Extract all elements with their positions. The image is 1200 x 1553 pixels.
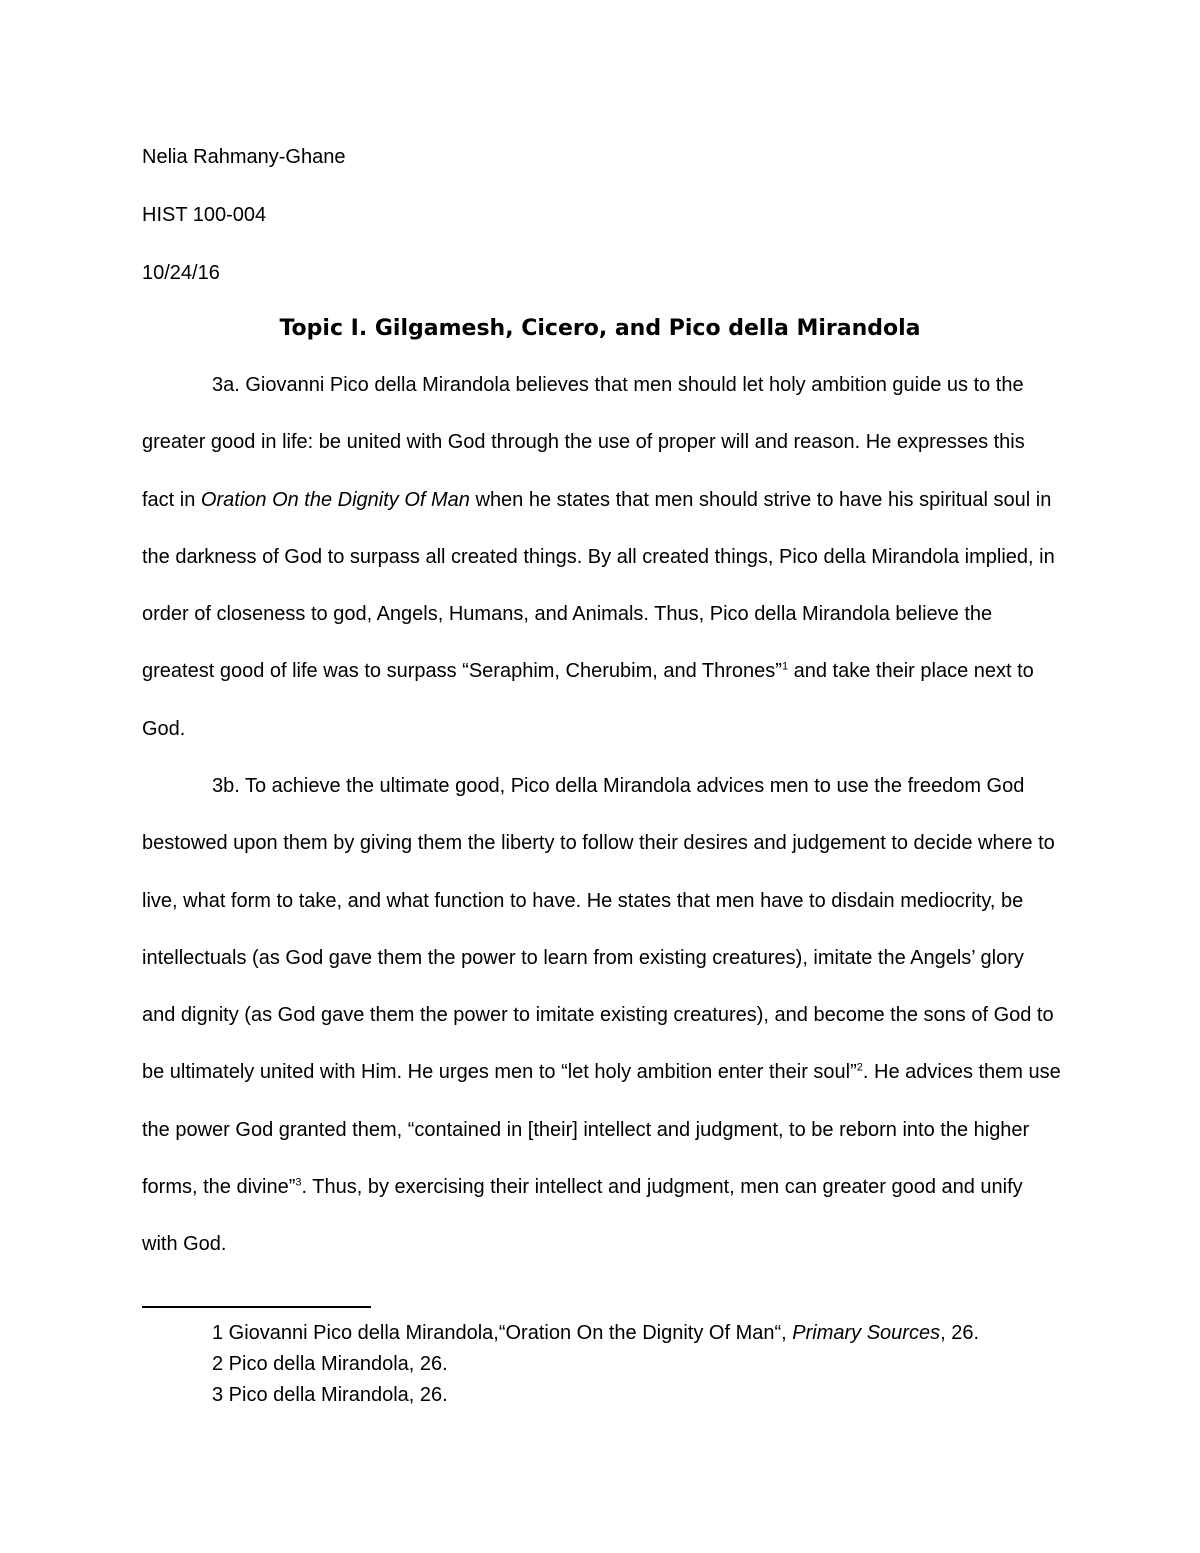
work-title-italic: Oration On the Dignity Of Man	[200, 488, 470, 511]
footnote-1	[212, 1321, 979, 1345]
footnote-ref-3[interactable]: 3	[295, 1176, 302, 1189]
footnote-ref-1[interactable]: 1	[781, 660, 789, 673]
footnote-3	[212, 1383, 448, 1407]
paragraph-3b-text-1: 3b. To achieve the ultimate good, Pico della Mirandola advices men to use the freedom God bestowed upon them by giving them the liberty to follow their desires and judgement to decide where to live, what form to take, and what function to have. He states that men have to disdain mediocrity, be intellectuals (as God gave them the power to learn from existing creatures), imitate the Angels’ glory and dignity (as God gave them the power to imitate existing creatures), and become the sons of God to be ultimately united with Him. He urges men to “let holy ambition enter their soul”	[142, 775, 1055, 1084]
footnote-2	[212, 1352, 448, 1376]
footnote-source-italic: Primary Sources	[792, 1322, 941, 1344]
paragraph-3a-text-2: when he states that men should strive to have his spiritual soul in the darkness of God to surpass all created things. By all created things, Pico della Mirandola implied, in order of closeness to god, Angels, Humans, and Animals. Thus, Pico della Mirandola believe the greatest good of life was to surpass “Seraphim, Cherubim, and Thrones”	[142, 488, 1055, 683]
footnote-number: 3	[212, 1384, 224, 1406]
footnote-number: 2	[212, 1353, 224, 1375]
footnote-text: Giovanni Pico della Mirandola,“Oration On the Dignity Of Man“,	[223, 1322, 793, 1344]
paragraph-3a	[142, 357, 1062, 758]
paragraph-3b	[142, 758, 1062, 1274]
footnote-text: Pico della Mirandola, 26.	[223, 1353, 448, 1375]
footnote-ref-2[interactable]: 2	[856, 1061, 863, 1074]
footnote-number: 1	[212, 1322, 224, 1344]
footnote-separator	[142, 1306, 371, 1308]
paragraph-3a-text-1: 3a. Giovanni Pico della Mirandola believes that men should let holy ambition guide us to the greater good in life: be united with God through the use of proper will and reason. He expresses this fact in	[142, 374, 1025, 511]
paragraph-3b-text-3: . Thus, by exercising their intellect and judgment, men can greater good and unify with God.	[142, 1176, 1023, 1256]
assignment-date: 10/24/16	[142, 262, 220, 284]
paragraph-3b-text-2: . He advices them use the power God granted them, “contained in [their] intellect and judgment, to be reborn into the higher forms, the divine”	[142, 1061, 1061, 1199]
course-code: HIST 100-004	[142, 204, 267, 226]
page-title: Topic I. Gilgamesh, Cicero, and Pico della Mirandola	[279, 316, 921, 341]
footnote-text-end: , 26.	[940, 1322, 979, 1344]
footnote-text: Pico della Mirandola, 26.	[223, 1384, 448, 1406]
author-name: Nelia Rahmany-Ghane	[142, 146, 346, 168]
paragraph-3a-text-3: and take their place next to God.	[142, 660, 1034, 740]
